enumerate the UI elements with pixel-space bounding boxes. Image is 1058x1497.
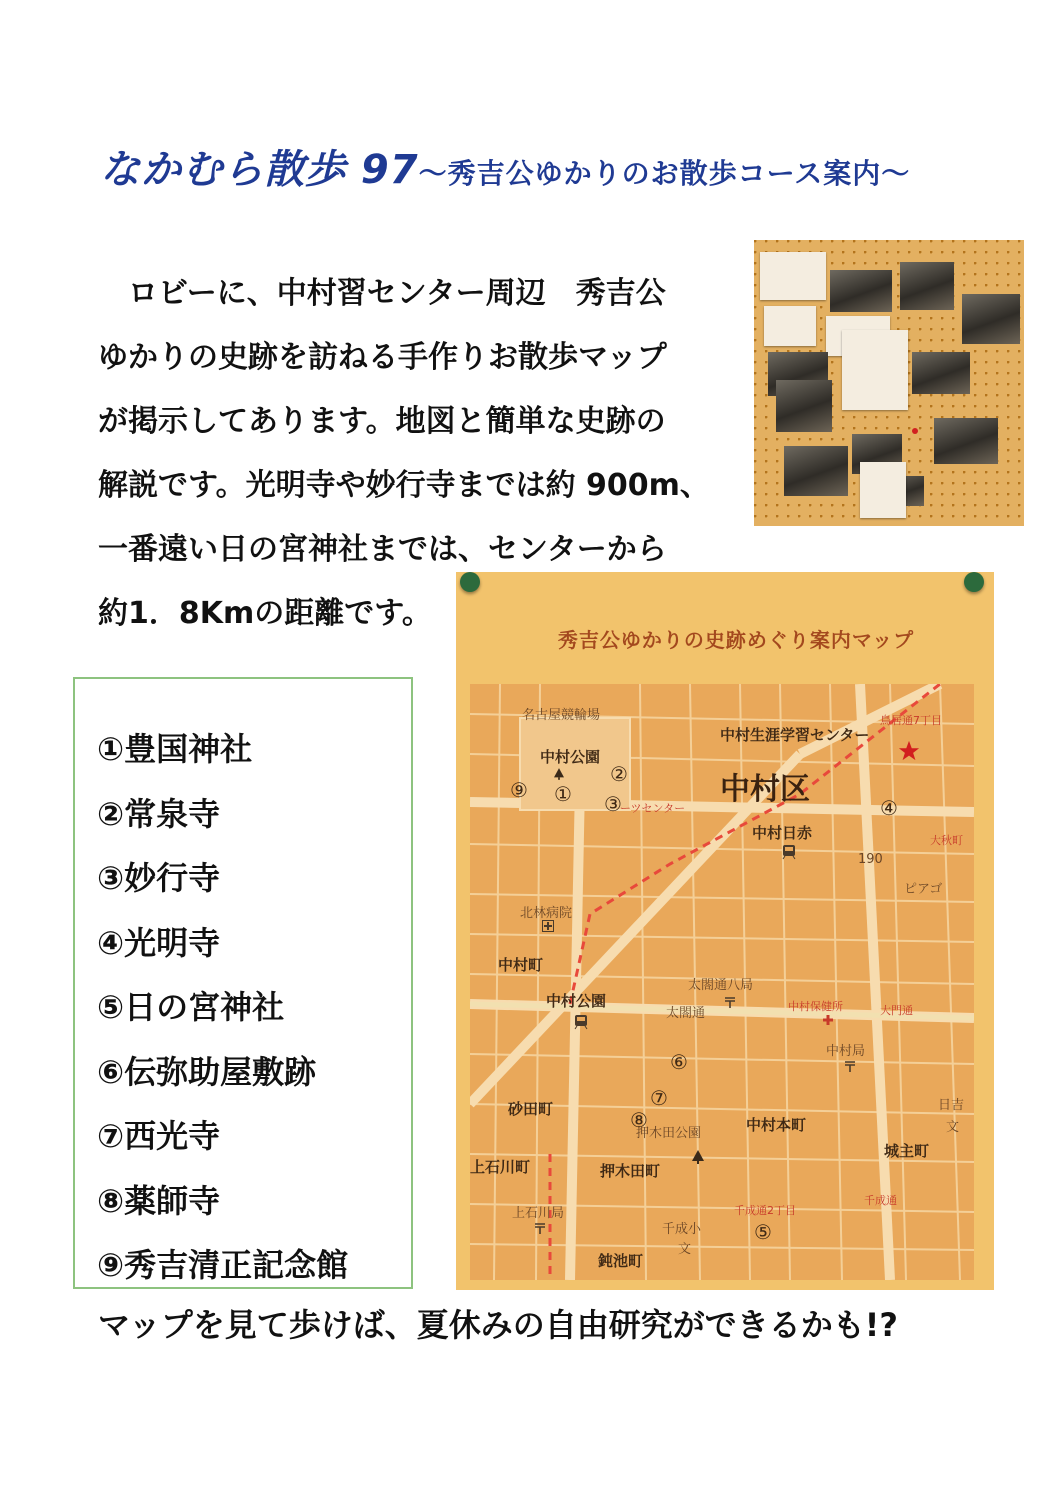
title-main: なかむら散歩 97 <box>100 147 419 193</box>
site-marker: ⑥ <box>670 1050 688 1074</box>
hospital-icon <box>822 1014 834 1026</box>
map-label: 上石川町 <box>470 1158 531 1176</box>
list-item: ⑥伝弥助屋敷跡 <box>97 1052 317 1091</box>
map-label: 千成小 <box>662 1222 702 1237</box>
map-label: 大秋町 <box>930 834 963 847</box>
footer-text: マップを見て歩けば、夏休みの自由研究ができるかも!? <box>98 1306 898 1344</box>
post-office-icon <box>724 996 736 1008</box>
site-marker: ③ <box>604 792 622 816</box>
list-item: ④光明寺 <box>97 923 221 962</box>
map-label: 中村生涯学習センター <box>720 726 870 744</box>
photo-thumbnail <box>784 446 848 496</box>
map-label: 北林病院 <box>520 906 573 921</box>
list-item: ③妙行寺 <box>97 859 221 897</box>
push-pin-icon <box>964 572 984 592</box>
map-label: 中村町 <box>498 956 544 974</box>
site-marker: ⑤ <box>754 1220 772 1244</box>
map-label: 鳥居通7丁目 <box>880 714 942 727</box>
map-label: 中村区 <box>720 772 810 807</box>
photo-thumbnail <box>900 262 954 310</box>
map-label: 中村本町 <box>746 1116 807 1134</box>
list-item: ②常泉寺 <box>97 794 221 833</box>
list-item: ⑤日の宮神社 <box>97 988 285 1026</box>
map-label: 中村局 <box>826 1044 866 1059</box>
post-office-icon <box>534 1222 546 1234</box>
site-list <box>97 717 348 1298</box>
photo-card <box>760 252 826 300</box>
intro-line: ロビーに、中村習センター周辺 秀吉公 <box>98 276 666 311</box>
intro-line: 解説です。光明寺や妙行寺までは約 900m、 <box>98 468 710 503</box>
list-item: ①豊国神社 <box>97 730 253 768</box>
map-label: 押木田公園 <box>636 1126 702 1141</box>
route-number: 190 <box>858 852 883 867</box>
map-title: 秀吉公ゆかりの史跡めぐり案内マップ <box>557 628 915 652</box>
map-label: 千成通2丁目 <box>734 1204 796 1217</box>
title-sub: ～秀吉公ゆかりのお散歩コース案内～ <box>418 157 911 190</box>
map-label: 城主町 <box>884 1142 930 1160</box>
site-marker: ⑦ <box>650 1086 668 1110</box>
photo-thumbnail <box>912 352 970 394</box>
photo-thumbnail <box>962 294 1020 344</box>
star-icon <box>898 740 920 762</box>
site-marker: ④ <box>880 796 898 820</box>
photo-thumbnail <box>934 418 998 464</box>
map-label: 押木田町 <box>600 1162 661 1180</box>
map-label: 大門通 <box>880 1004 913 1017</box>
push-pin-icon <box>460 572 480 592</box>
map-label: 中村保健所 <box>788 1000 843 1013</box>
map-label: 中村公園 <box>546 992 607 1010</box>
map-label: ピアゴ <box>904 882 943 897</box>
map-label: 中村日赤 <box>752 824 813 842</box>
photo-pin <box>912 428 918 434</box>
photo-card <box>860 462 906 518</box>
site-marker: ⑧ <box>630 1108 648 1132</box>
map-label: 砂田町 <box>508 1100 554 1118</box>
intro-line: が掲示してあります。地図と簡単な史跡の <box>98 404 666 439</box>
photo-thumbnail <box>830 270 892 312</box>
map-label: 鈍池町 <box>598 1252 644 1270</box>
walking-map-poster <box>456 572 994 1290</box>
station-icon <box>574 1014 588 1030</box>
school-icon: 文 <box>946 1120 960 1135</box>
map-label: 中村公園 <box>540 748 601 766</box>
park-icon <box>692 1150 704 1164</box>
map-label: 名古屋競輪場 <box>522 708 601 723</box>
page-title <box>100 138 1000 198</box>
hospital-icon <box>542 920 554 932</box>
school-icon: 文 <box>678 1242 692 1257</box>
list-item: ⑦西光寺 <box>97 1117 221 1155</box>
map-label: 太閤通八局 <box>688 978 754 993</box>
bulletin-board-photo <box>754 240 1024 526</box>
park-icon <box>554 768 564 780</box>
intro-line: ゆかりの史跡を訪ねる手作りお散歩マップ <box>98 340 667 375</box>
map-label: 千成通 <box>864 1194 897 1207</box>
list-item: ⑨秀吉清正記念館 <box>97 1246 349 1284</box>
post-office-icon <box>844 1060 856 1072</box>
map-label: 太閤通 <box>666 1006 706 1021</box>
site-marker: ② <box>610 762 628 786</box>
map-label: ーツセンター <box>620 802 686 815</box>
photo-card <box>764 306 816 346</box>
intro-line: 約1．8Kmの距離です。 <box>98 596 432 631</box>
map-label: 日吉 <box>938 1098 965 1113</box>
site-list-box <box>73 677 413 1289</box>
site-marker: ① <box>554 782 572 806</box>
map-area <box>470 684 974 1280</box>
map-label: 上石川局 <box>512 1206 565 1221</box>
site-marker: ⑨ <box>510 778 528 802</box>
photo-card <box>842 330 908 410</box>
station-icon <box>782 844 796 860</box>
photo-thumbnail <box>776 380 832 432</box>
intro-line: 一番遠い日の宮神社までは、センターから <box>98 532 667 567</box>
list-item: ⑧薬師寺 <box>97 1181 221 1220</box>
